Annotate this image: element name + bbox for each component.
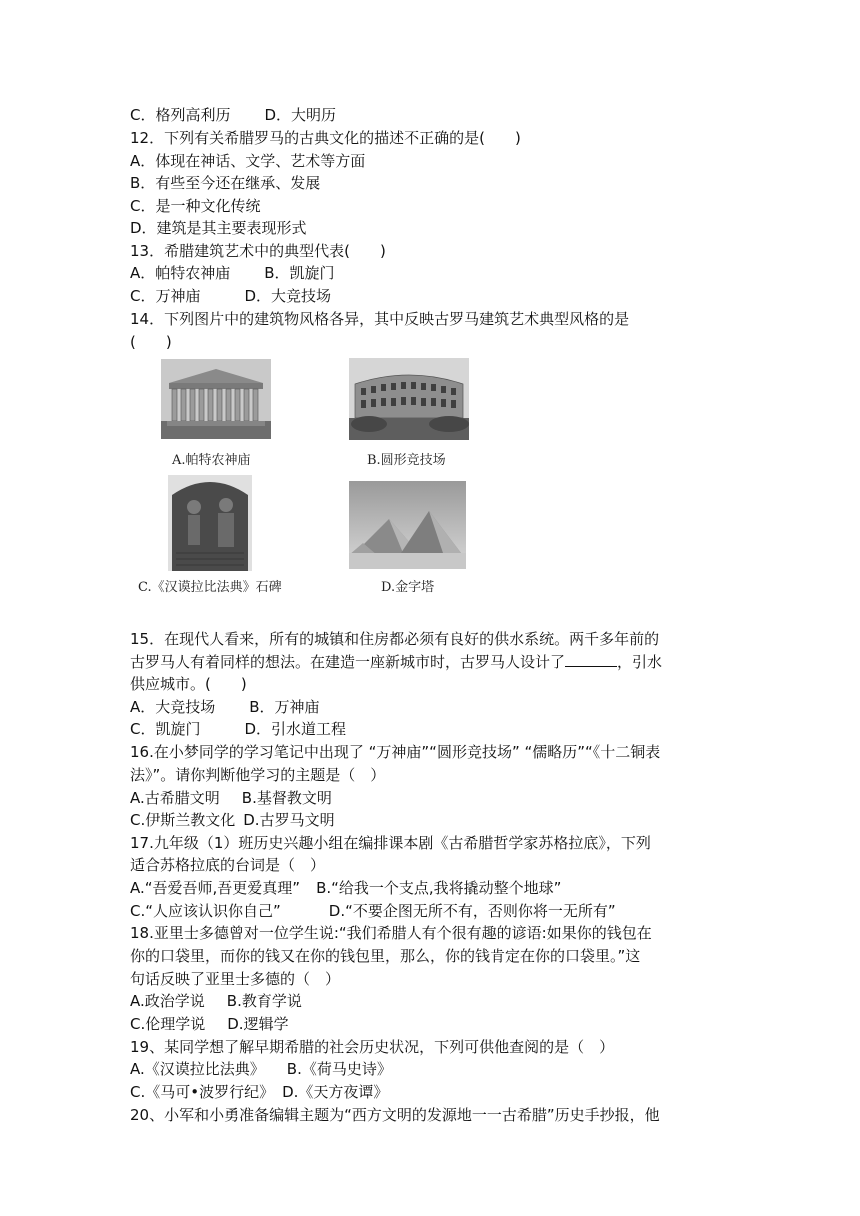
option-c: C.伦理学说 — [130, 1015, 206, 1033]
q12-option-d: D．建筑是其主要表现形式 — [130, 219, 307, 237]
q12-option-c: C．是一种文化传统 — [130, 197, 261, 215]
option-a: A.政治学说 — [130, 992, 205, 1010]
option-a: A．大竞技场 — [130, 698, 216, 716]
option-c: C.伊斯兰教文化 — [130, 811, 236, 829]
q17-options-ab — [130, 877, 561, 899]
q15-line2: 古罗马人有着同样的想法。在建造一座新城市时，古罗马人设计了 ，引水 — [130, 653, 663, 671]
option-d: D.“不要企图无所不有，否则你将一无所有” — [328, 902, 616, 920]
fill-in-blank — [565, 652, 617, 667]
option-c: C.《马可•波罗行纪》 — [130, 1083, 275, 1101]
option-a: A.“吾爱吾师,吾更爱真理” — [130, 879, 301, 897]
q16-options-ab — [130, 787, 332, 809]
option-d: D．引水道工程 — [244, 720, 347, 738]
q19-options-ab — [130, 1058, 392, 1080]
q15-line3: 供应城市。( ) — [130, 675, 247, 693]
q17-options-cd — [130, 900, 616, 922]
q12-option-a: A．体现在神话、文学、艺术等方面 — [130, 152, 366, 170]
parthenon-photo — [161, 359, 271, 439]
option-c: C．万神庙 — [130, 287, 201, 305]
q17-line1: 17.九年级（1）班历史兴趣小组在编排课本剧《古希腊哲学家苏格拉底》，下列 — [130, 834, 651, 852]
q14-stem-cont: ( ) — [130, 333, 172, 351]
hammurabi-stele-photo — [168, 475, 252, 571]
q13-stem: 13．希腊建筑艺术中的典型代表( ) — [130, 242, 386, 260]
q19-options-cd — [130, 1081, 388, 1103]
option-b: B.《荷马史诗》 — [286, 1060, 392, 1078]
q18-options-cd — [130, 1013, 289, 1035]
q15-options-ab — [130, 696, 320, 718]
option-d: D．大明历 — [264, 106, 337, 124]
q11-options-cd — [130, 104, 336, 126]
option-b: B．万神庙 — [249, 698, 320, 716]
option-c: C.“人应该认识你自己” — [130, 902, 281, 920]
caption-c: C.《汉谟拉比法典》石碑 — [138, 580, 282, 595]
option-c: C．凯旋门 — [130, 720, 201, 738]
q15-line1: 15．在现代人看来，所有的城镇和住房都必须有良好的供水系统。两千多年前的 — [130, 630, 660, 648]
option-a: A.《汉谟拉比法典》 — [130, 1060, 265, 1078]
caption-d: D.金字塔 — [381, 580, 435, 595]
q12-option-b: B．有些至今还在继承、发展 — [130, 174, 321, 192]
q13-options-cd — [130, 285, 331, 307]
option-d: D.古罗马文明 — [243, 811, 335, 829]
option-d: D.《天方夜谭》 — [282, 1083, 389, 1101]
q18-line2: 你的口袋里，而你的钱又在你的钱包里，那么，你的钱肯定在你的口袋里。”这 — [130, 947, 641, 965]
option-a: A．帕特农神庙 — [130, 264, 231, 282]
caption-b: B.圆形竞技场 — [367, 453, 446, 468]
q17-line2: 适合苏格拉底的台词是（ ） — [130, 856, 326, 874]
q18-options-ab — [130, 990, 302, 1012]
q19-line1: 19、某同学想了解早期希腊的社会历史状况，下列可供他查阅的是（ ） — [130, 1038, 615, 1056]
q20-line1: 20、小军和小勇准备编辑主题为“西方文明的发源地一一古希腊”历史手抄报，他 — [130, 1106, 660, 1124]
option-b: B．凯旋门 — [264, 264, 335, 282]
q13-options-ab — [130, 262, 335, 284]
option-b: B.基督教文明 — [241, 789, 332, 807]
q16-line2: 法》”。请你判断他学习的主题是（ ） — [130, 766, 386, 784]
q12-stem: 12．下列有关希腊罗马的古典文化的描述不正确的是( ) — [130, 129, 521, 147]
q18-line3: 句话反映了亚里士多德的（ ） — [130, 970, 341, 988]
option-b: B.教育学说 — [226, 992, 302, 1010]
q18-line1: 18.亚里士多德曾对一位学生说:“我们希腊人有个很有趣的谚语:如果你的钱包在 — [130, 924, 652, 942]
pyramids-photo — [349, 481, 466, 569]
option-d: D．大竞技场 — [244, 287, 332, 305]
q16-line1: 16.在小梦同学的学习笔记中出现了 “万神庙”“圆形竞技场” “儒略历”“《十二铜表 — [130, 743, 661, 761]
option-a: A.古希腊文明 — [130, 789, 220, 807]
q14-stem: 14．下列图片中的建筑物风格各异，其中反映古罗马建筑艺术典型风格的是 — [130, 310, 630, 328]
caption-a: A.帕特农神庙 — [172, 453, 251, 468]
option-d: D.逻辑学 — [227, 1015, 289, 1033]
option-b: B.“给我一个支点,我将撬动整个地球” — [316, 879, 562, 897]
q15-options-cd — [130, 718, 346, 740]
option-c: C．格列高利历 — [130, 106, 231, 124]
colosseum-photo — [349, 358, 469, 440]
q16-options-cd — [130, 809, 335, 831]
